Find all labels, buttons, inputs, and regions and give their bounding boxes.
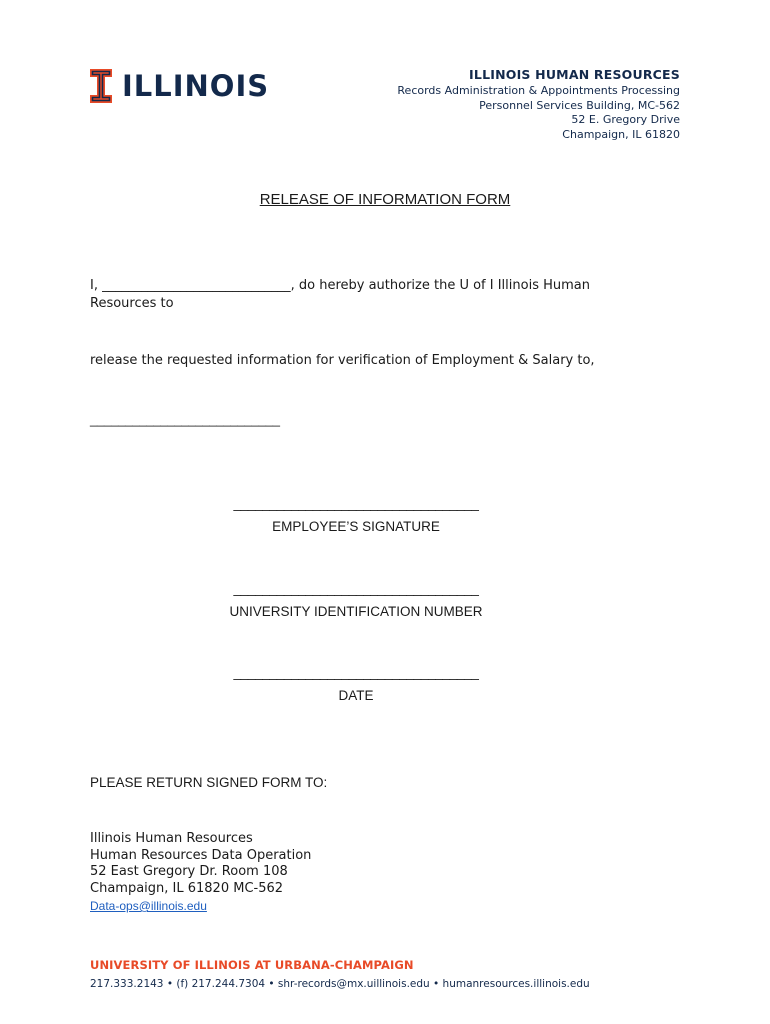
authorization-paragraph bbox=[90, 277, 670, 313]
footer-contact-line: 217.333.2143 • (f) 217.244.7304 • shr-records@mx.uillinois.edu • humanresources.illinois.edu bbox=[90, 978, 590, 990]
employee-signature-label: EMPLOYEE’S SIGNATURE bbox=[272, 519, 440, 534]
uin-label: UNIVERSITY IDENTIFICATION NUMBER bbox=[229, 604, 483, 619]
release-paragraph: release the requested information for verification of Employment & Salary to, bbox=[90, 353, 595, 368]
date-line[interactable]: __________________________________ bbox=[233, 665, 479, 680]
date-block bbox=[225, 664, 487, 704]
form-title: RELEASE OF INFORMATION FORM bbox=[259, 191, 511, 208]
return-heading: PLEASE RETURN SIGNED FORM TO: bbox=[90, 775, 328, 790]
uin-block bbox=[225, 580, 487, 620]
block-i-icon bbox=[90, 69, 112, 103]
hr-address-line: Records Administration & Appointments Processing bbox=[397, 84, 680, 97]
return-address-line: 52 East Gregory Dr. Room 108 bbox=[90, 864, 288, 879]
date-label: DATE bbox=[338, 688, 374, 703]
authorization-line-1: I, _____________________________, do hereby authorize the U of I Illinois Human bbox=[90, 278, 590, 293]
employee-signature-line[interactable]: __________________________________ bbox=[233, 496, 479, 511]
uin-line[interactable]: __________________________________ bbox=[233, 581, 479, 596]
hr-address-line: Personnel Services Building, MC-562 bbox=[479, 98, 680, 112]
hr-org-title: ILLINOIS HUMAN RESOURCES bbox=[469, 67, 680, 82]
authorization-line-2: Resources to bbox=[90, 296, 174, 311]
return-address-line: Human Resources Data Operation bbox=[90, 847, 312, 863]
hr-address-block bbox=[397, 66, 680, 142]
return-address-block bbox=[90, 831, 311, 916]
employee-signature-block bbox=[225, 495, 487, 535]
footer-university-name: UNIVERSITY OF ILLINOIS AT URBANA-CHAMPAIGN bbox=[90, 958, 414, 972]
recipient-blank-line[interactable]: ___________________________ bbox=[90, 412, 280, 427]
logo-wordmark: ILLINOIS bbox=[122, 69, 270, 103]
return-address-line: Champaign, IL 61820 MC-562 bbox=[90, 880, 284, 896]
illinois-logo bbox=[90, 68, 269, 104]
return-address-line: Illinois Human Resources bbox=[90, 831, 253, 846]
hr-address-line: 52 E. Gregory Drive bbox=[571, 113, 680, 126]
hr-address-line: Champaign, IL 61820 bbox=[562, 127, 680, 141]
return-email-link[interactable]: Data-ops@illinois.edu bbox=[90, 899, 207, 913]
